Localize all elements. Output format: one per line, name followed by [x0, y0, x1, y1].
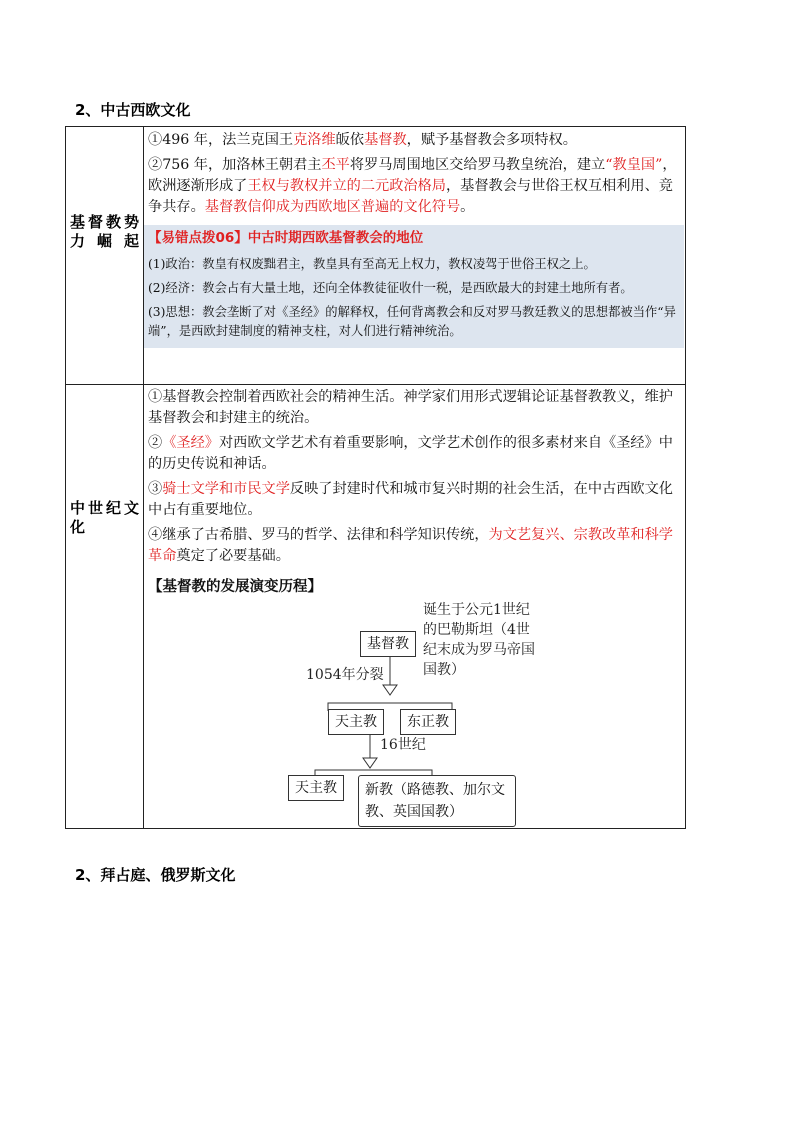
christianity-evolution-diagram	[220, 595, 535, 825]
section-heading-western-culture: 2、中古西欧文化	[75, 101, 191, 119]
node-catholic: 天主教	[328, 709, 384, 735]
error-tip-item-political: (1)政治：教皇有权废黜君主，教皇具有至高无上权力，教权凌驾于世俗王权之上。	[148, 257, 596, 271]
row1-content	[148, 130, 680, 348]
error-tip-item-economic: (2)经济：教会占有大量土地，还向全体教徒征收什一税，是西欧最大的封建土地所有者。	[148, 281, 633, 295]
row-label-medieval-culture: 中世纪文化	[70, 499, 140, 536]
row1-para-1: ①496 年，法兰克国王克洛维皈依基督教，赋予基督教会多项特权。	[148, 132, 577, 148]
row2-para-1: ①基督教会控制着西欧社会的精神生活。神学家们用形式逻辑论证基督教教义，维护基督教会和封建主的统治。	[148, 389, 673, 426]
node-protestant: 新教（路德教、加尔文教、英国国教）	[358, 775, 516, 827]
error-tip-item-ideological: (3)思想：教会垄断了对《圣经》的解释权，任何背离教会和反对罗马教廷教义的思想都被当作“异端”，是西欧封建制度的精神支柱，对人们进行精神统治。	[148, 305, 676, 338]
split-label: 1054年分裂	[306, 667, 384, 683]
error-tip-title: 【易错点拨06】中古时期西欧基督教会的地位	[148, 230, 424, 246]
node-christianity-note: 诞生于公元1世纪的巴勒斯坦（4世纪末成为罗马帝国国教）	[423, 602, 535, 678]
development-history-title: 【基督教的发展演变历程】	[148, 579, 322, 595]
century-label: 16世纪	[380, 737, 426, 753]
row-label-christianity-rise: 基督教势力崛起	[70, 213, 140, 250]
arrowhead-2	[363, 758, 377, 768]
node-christianity: 基督教	[360, 631, 416, 657]
row2-para-3: ③骑士文学和市民文学反映了封建时代和城市复兴时期的社会生活，在中古西欧文化中占有重要地位。	[148, 481, 673, 518]
row2-para-2: ②《圣经》对西欧文学艺术有着重要影响，文学艺术创作的很多素材来自《圣经》中的历史传说和神话。	[148, 435, 673, 472]
node-catholic-2: 天主教	[288, 775, 344, 801]
arrowhead-1	[383, 685, 397, 695]
row2-content	[148, 387, 680, 598]
row1-para-2: ②756 年，加洛林王朝君主丕平将罗马周围地区交给罗马教皇统治，建立“教皇国”，欧洲逐渐形成了王权与教权并立的二元政治格局，基督教会与世俗王权互相利用、竞争共存。基督教信仰成为西欧地区普遍的文化符号。	[148, 157, 677, 215]
error-tip-box	[144, 225, 684, 348]
table-row-divider	[66, 384, 685, 385]
node-orthodox: 东正教	[400, 709, 456, 735]
section-heading-byzantine-russian-culture: 2、拜占庭、俄罗斯文化	[75, 866, 236, 884]
row2-para-4: ④继承了古希腊、罗马的哲学、法律和科学知识传统，为文艺复兴、宗教改革和科学革命奠定了必要基础。	[148, 527, 673, 564]
